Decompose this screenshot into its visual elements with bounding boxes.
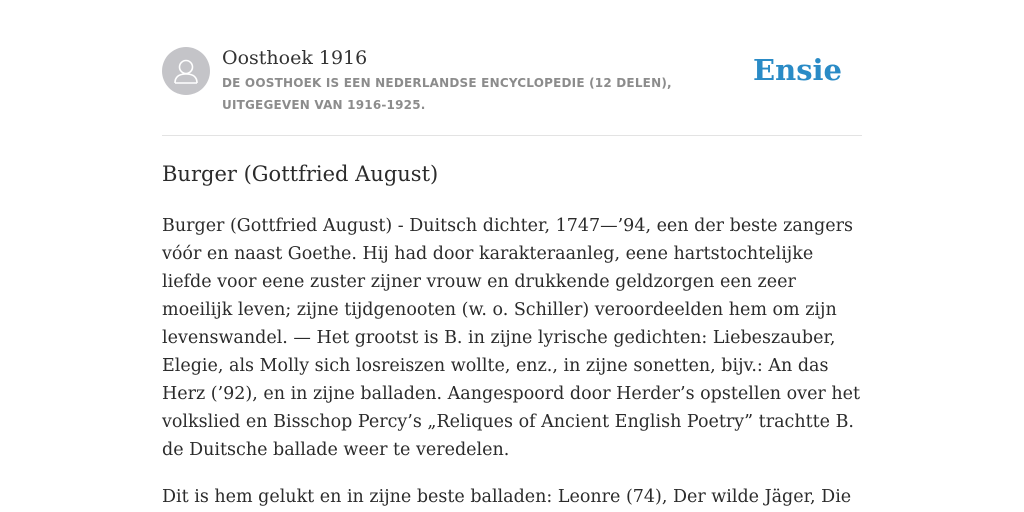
source-header <box>162 44 862 136</box>
source-description: DE OOSTHOEK IS EEN NEDERLANDSE ENCYCLOPEDIE (12 DELEN), UITGEGEVEN VAN 1916-1925. <box>222 76 672 112</box>
source-title[interactable]: Oosthoek 1916 <box>222 47 368 69</box>
article-paragraph: Burger (Gottfried August) - Duitsch dichter, 1747—’94, een der beste zangers vóór en naast Goethe. Hij had door karakteraanleg, eene hartstochtelijke liefde voor eene zuster zijner vrouw en drukkende geldzorgen een zeer moeilijk leven; zijne tijdgenooten (w. o. Schiller) veroordeelden hem om zijn levenswandel. — Het grootst is B. in zijne lyrische gedichten: Liebeszauber, Elegie, als Molly sich losreiszen wollte, enz., in zijne sonetten, bijv.: An das Herz (’92), en in zijne balladen. Aangespoord door Herder’s opstellen over het volkslied en Bisschop Percy’s „Reliques of Ancient English Poetry” trachtte B. de Duitsche ballade weer te veredelen. <box>162 216 861 460</box>
user-icon <box>162 47 210 95</box>
article-body <box>162 212 864 512</box>
article-paragraph: Dit is hem gelukt en in zijne beste balladen: Leonre (74), Der wilde Jäger, Die <box>162 487 852 507</box>
avatar[interactable] <box>162 47 210 95</box>
article-title: Burger (Gottfried August) <box>162 162 439 186</box>
ensie-logo[interactable]: Ensie <box>753 53 842 87</box>
header-divider <box>162 135 862 136</box>
